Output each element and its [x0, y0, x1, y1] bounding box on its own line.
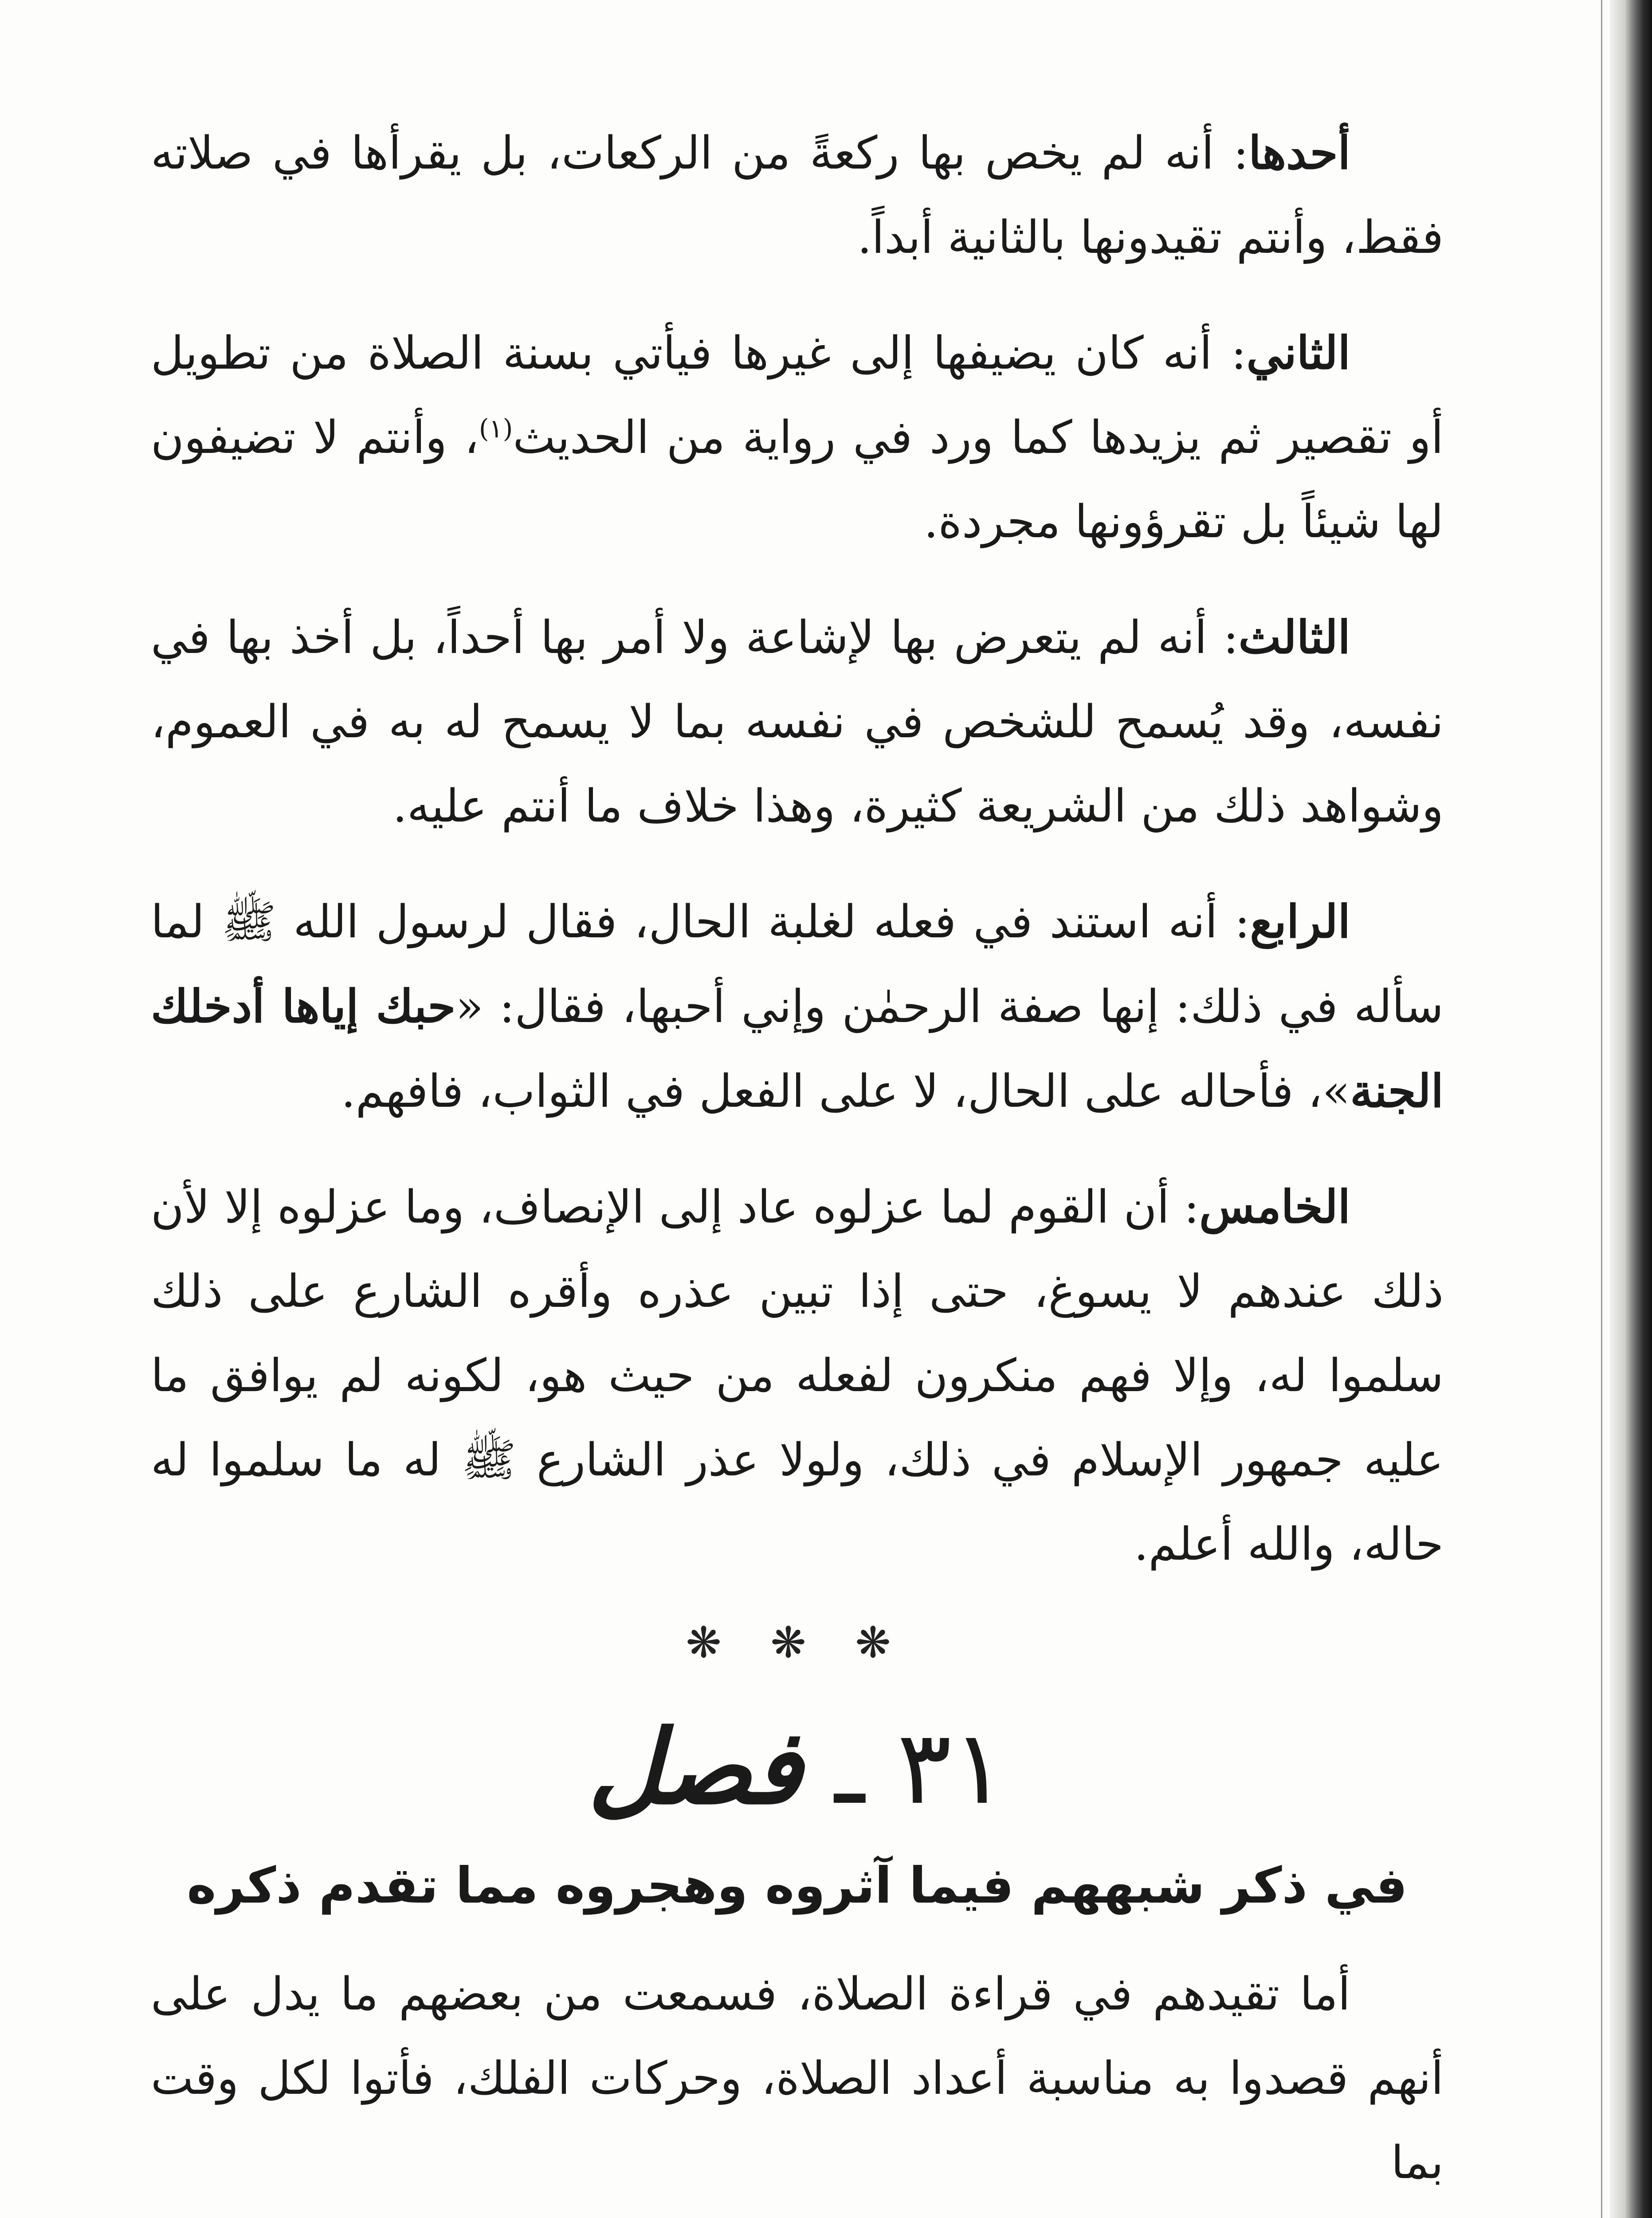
hadith-quote: حبك إياها أدخلك الجنة — [151, 980, 1444, 1118]
paragraph-text: : أنه لم يتعرض بها لإشاعة ولا أمر بها أحداً، بل أخذ بها في نفسه، وقد يُسمح للشخص في نفسه بما لا يسمح له به في العموم، وشواهد ذلك من الشريعة كثيرة، وهذا خلاف ما أنتم عليه. — [151, 611, 1444, 833]
opening-paragraph: أما تقيدهم في قراءة الصلاة، فسمعت من بعضهم ما يدل على أنهم قصدوا به مناسبة أعداد الصلاة، وحركات الفلك، فأتوا لكل وقت بما — [151, 1968, 1444, 2189]
section-divider-ornament: ❋ ❋ ❋ — [686, 1618, 909, 1667]
paragraph-third — [151, 595, 1444, 849]
paragraph-fifth — [151, 1165, 1444, 1587]
book-spine-shadow — [1610, 0, 1652, 2218]
chapter-heading — [151, 1707, 1444, 1828]
paragraph-first — [151, 111, 1444, 280]
chapter-number: ٣١ ـ — [835, 1709, 1007, 1827]
chapter-title: في ذكر شبههم فيما آثروه وهجروه مما تقدم ذكره — [187, 1857, 1408, 1915]
paragraph-keyword: أحدها — [1248, 126, 1350, 180]
paragraph-keyword: الثالث — [1238, 611, 1350, 664]
page-edge-line — [1601, 0, 1602, 2218]
paragraph-second — [151, 311, 1444, 564]
paragraph-fourth — [151, 880, 1444, 1134]
paragraph-text: : أن القوم لما عزلوه عاد إلى الإنصاف، وما عزلوه إلا لأن ذلك عندهم لا يسوغ، حتى إذا تبين عذره وأقره الشارع على ذلك سلموا له، وإلا فهم منكرون لفعله من حيث هو، لكونه لم يوافق ما عليه جمهور الإسلام في ذلك، ولولا عذر الشارع ﷺ له ما سلموا له حاله، والله أعلم. — [151, 1181, 1444, 1571]
paragraph-text-continued: »، فأحاله على الحال، لا على الفعل في الثواب، فافهم. — [341, 1065, 1350, 1118]
paragraph-text: : أنه لم يخص بها ركعةً من الركعات، بل يقرأها في صلاته فقط، وأنتم تقيدونها بالثانية أبداً. — [151, 127, 1444, 264]
paragraph-keyword: الرابع — [1250, 895, 1350, 948]
paragraph-text-continued: ، وأنتم لا تضيفون لها شيئاً بل تقرؤونها مجردة. — [151, 411, 1444, 548]
paragraph-text: : أنه استند في فعله لغلبة الحال، فقال لرسول الله ﷺ لما سأله في ذلك: إنها صفة الرحمٰن وإني أحبها، فقال: « — [151, 896, 1444, 1033]
footnote-marker[interactable]: (١) — [479, 413, 513, 444]
chapter-word: فصل — [588, 1707, 802, 1827]
paragraph-keyword: الخامس — [1199, 1180, 1350, 1234]
paragraph-keyword: الثاني — [1246, 326, 1350, 380]
paragraph-text: : أنه كان يضيفها إلى غيرها فيأتي بسنة الصلاة من تطويل أو تقصير ثم يزيدها كما ورد في رواية من الحديث — [151, 327, 1444, 464]
page-body — [151, 111, 1444, 2218]
